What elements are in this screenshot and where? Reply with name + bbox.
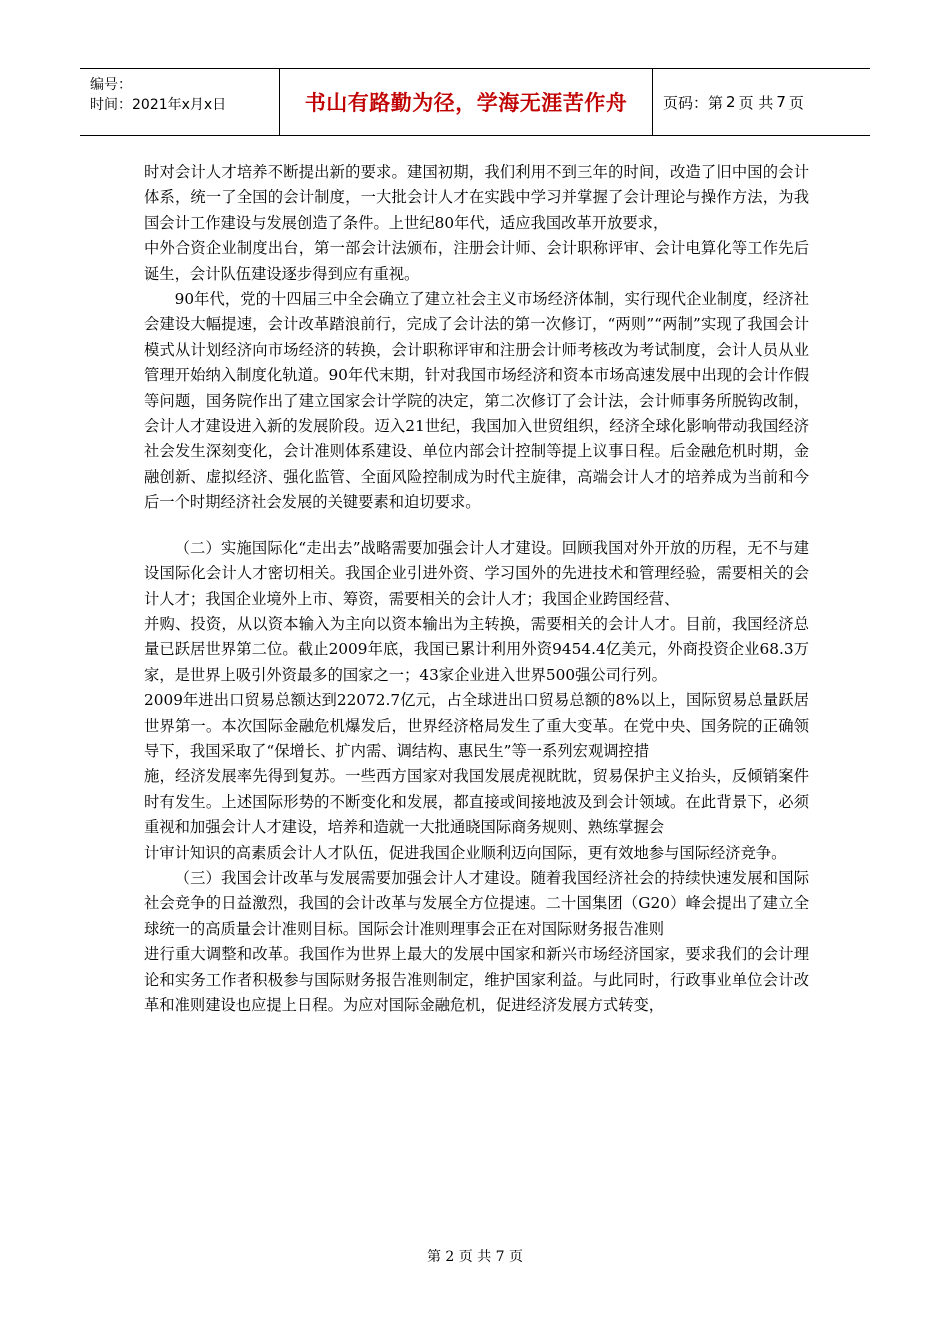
page-header bbox=[80, 68, 870, 136]
page-end-label: 页 bbox=[788, 93, 804, 112]
paragraph: 时对会计人才培养不断提出新的要求。建国初期，我们利用不到三年的时间，改造了旧中国的会计体系，统一了全国的会计制度，一大批会计人才在实践中学习并掌握了会计理论与操作方法，为我国会计工作建设与发展创造了条件。上世纪80年代，适应我国改革开放要求， bbox=[144, 163, 809, 232]
page-mid-label: 页 共 bbox=[738, 93, 774, 112]
paragraph: （二）实施国际化“走出去”战略需要加强会计人才建设。回顾我国对外开放的历程，无不与建设国际化会计人才密切相关。我国企业引进外资、学习国外的先进技术和管理经验，需要相关的会计人才；我国企业境外上市、筹资，需要相关的会计人才；我国企业跨国经营、 bbox=[144, 538, 809, 608]
page-footer: 第 2 页 共 7 页 bbox=[426, 1249, 524, 1265]
page-label: 页码：第 bbox=[663, 93, 724, 112]
paragraph: 90年代，党的十四届三中全会确立了建立社会主义市场经济体制，实行现代企业制度，经济社会建设大幅提速，会计改革踏浪前行，完成了会计法的第一次修订，“两则”“两制”实现了我国会计模式从计划经济向市场经济的转换，会计职称评审和注册会计师考核改为考试制度，会计人员从业管理开始纳入制度化轨道。90年代末期，针对我国市场经济和资本市场高速发展中出现的会计作假等问题，国务院作出了建立国家会计学院的决定，第二次修订了会计法，会计师事务所脱钩改制，会计人才建设进入新的发展阶段。迈入21世纪，我国加入世贸组织，经济全球化影响带动我国经济社会发生深刻变化，会计准则体系建设、单位内部会计控制等提上议事日程。后金融危机时期，金融创新、虚拟经济、强化监管、全面风险控制成为时代主旋律，高端会计人才的培养成为当前和今后一个时期经济社会发展的关键要素和迫切要求。 bbox=[144, 290, 809, 512]
header-motto: 书山有路勤为径，学海无涯苦作舟 bbox=[304, 91, 628, 115]
header-page-info bbox=[653, 69, 870, 135]
paragraph: 计审计知识的高素质会计人才队伍，促进我国企业顺利迈向国际，更有效地参与国际经济竞争。 bbox=[144, 843, 787, 862]
paragraph: 进行重大调整和改革。我国作为世界上最大的发展中国家和新兴市场经济国家，要求我们的会计理论和实务工作者积极参与国际财务报告准则制定，维护国家利益。与此同时，行政事业单位会计改革和准则建设也应提上日程。为应对国际金融危机，促进经济发展方式转变， bbox=[144, 945, 809, 1014]
page-current: 2 bbox=[726, 93, 736, 111]
header-motto-cell bbox=[280, 69, 653, 135]
header-meta bbox=[80, 69, 280, 135]
document-body bbox=[144, 160, 809, 1018]
document-number-label: 编号： bbox=[90, 77, 132, 93]
document-date: 时间：2021年x月x日 bbox=[90, 97, 227, 113]
paragraph: 施，经济发展率先得到复苏。一些西方国家对我国发展虎视眈眈，贸易保护主义抬头，反倾销案件时有发生。上述国际形势的不断变化和发展，都直接或间接地波及到会计领域。在此背景下，必须重视和加强会计人才建设，培养和造就一大批通晓国际商务规则、熟练掌握会 bbox=[144, 767, 809, 837]
paragraph: （三）我国会计改革与发展需要加强会计人才建设。随着我国经济社会的持续快速发展和国际社会竞争的日益激烈，我国的会计改革与发展全方位提速。二十国集团（G20）峰会提出了建立全球统一的高质量会计准则目标。国际会计准则理事会正在对国际财务报告准则 bbox=[144, 868, 809, 938]
paragraph: 中外合资企业制度出台，第一部会计法颁布，注册会计师、会计职称评审、会计电算化等工作先后诞生，会计队伍建设逐步得到应有重视。 bbox=[144, 239, 809, 283]
page-total: 7 bbox=[776, 93, 786, 111]
paragraph: 2009年进出口贸易总额达到22072.7亿元，占全球进出口贸易总额的8%以上，国际贸易总量跃居世界第一。本次国际金融危机爆发后，世界经济格局发生了重大变革。在党中央、国务院的正确领导下，我国采取了“保增长、扩内需、调结构、惠民生”等一系列宏观调控措 bbox=[144, 691, 809, 760]
paragraph: 并购、投资，从以资本输入为主向以资本输出为主转换，需要相关的会计人才。目前，我国经济总量已跃居世界第二位。截止2009年底，我国已累计利用外资9454.4亿美元，外商投资企业68.3万家，是世界上吸引外资最多的国家之一；43家企业进入世界500强公司行列。 bbox=[144, 614, 809, 684]
paragraph-spacer bbox=[144, 516, 809, 536]
